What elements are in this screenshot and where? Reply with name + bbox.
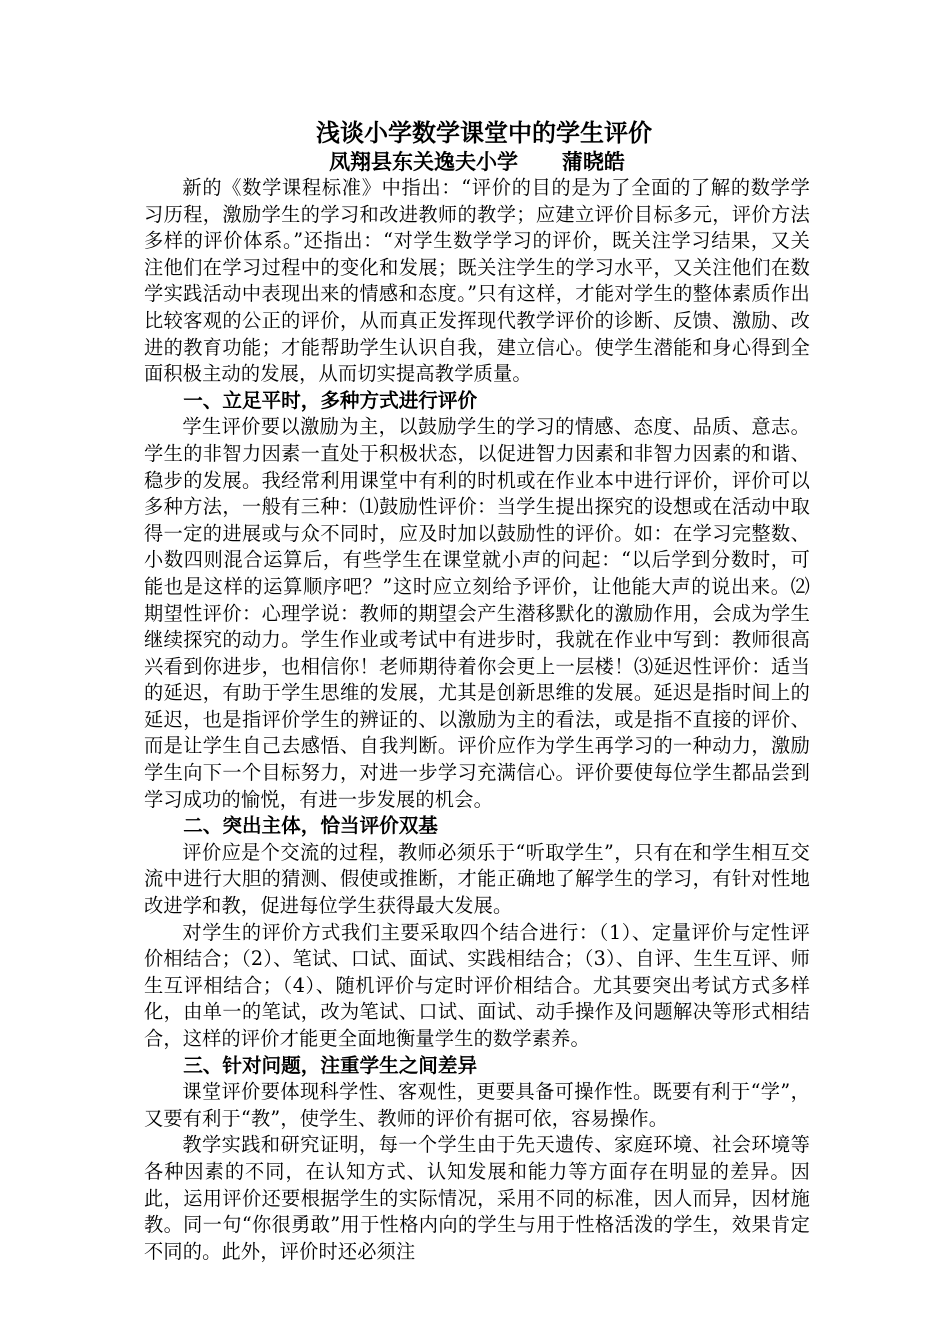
section-heading-2: 二、突出主体，恰当评价双基 [183,814,438,838]
section-2-paragraph-1: 评价应是个交流的过程，教师必须乐于“听取学生”，只有在和学生相互交流中进行大胆的猜测、假使或推断，才能正确地了解学生的学习，有针对性地改进学和教，促进每位学生获得最大发展。 [144,840,810,918]
section-heading-1: 一、立足平时，多种方式进行评价 [183,388,478,412]
intro-paragraph: 新的《数学课程标准》中指出：“评价的目的是为了全面的了解的数学学习历程，激励学生的学习和改进教师的教学；应建立评价目标多元，评价方法多样的评价体系。”还指出：“对学生数学学习的评价，既关注学习结果，又关注他们在学习过程中的变化和发展；既关注学生的学习水平，又关注他们在数学实践活动中表现出来的情感和态度。”只有这样，才能对学生的整体素质作出比较客观的公正的评价，从而真正发挥现代教学评价的诊断、反馈、激励、改进的教育功能；才能帮助学生认识自我，建立信心。使学生潜能和身心得到全面积极主动的发展，从而切实提高教学质量。 [144,176,810,386]
section-3-paragraph-1: 课堂评价要体现科学性、客观性，更要具备可操作性。既要有利于“学”，又要有利于“教”，使学生、教师的评价有据可依，容易操作。 [144,1080,810,1130]
section-2-paragraph-2: 对学生的评价方式我们主要采取四个结合进行：（1）、定量评价与定性评价相结合；（2）、笔试、口试、面试、实践相结合；（3）、自评、生生互评、师生互评相结合；（4）、随机评价与定时评价相结合。尤其要突出考试方式多样化，由单一的笔试，改为笔试、口试、面试、动手操作及问题解决等形式相结合，这样的评价才能更全面地衡量学生的数学素养。 [144,920,810,1050]
section-1-paragraph-1: 学生评价要以激励为主，以鼓励学生的学习的情感、态度、品质、意志。学生的非智力因素一直处于积极状态，以促进智力因素和非智力因素的和谐、稳步的发展。我经常利用课堂中有利的时机或在作业本中进行评价，评价可以多种方法，一般有三种：⑴鼓励性评价：当学生提出探究的设想或在活动中取得一定的进展或与众不同时，应及时加以鼓励性的评价。如：在学习完整数、小数四则混合运算后，有些学生在课堂就小声的问起：“以后学到分数时，可能也是这样的运算顺序吧？”这时应立刻给予评价，让他能大声的说出来。⑵期望性评价：心理学说：教师的期望会产生潜移默化的激励作用，会成为学生继续探究的动力。学生作业或考试中有进步时，我就在作业中写到：教师很高兴看到你进步，也相信你！老师期待着你会更上一层楼！⑶延迟性评价：适当的延迟，有助于学生思维的发展，尤其是创新思维的发展。延迟是指时间上的延迟，也是指评价学生的辨证的、以激励为主的看法，或是指不直接的评价、而是让学生自己去感悟、自我判断。评价应作为学生再学习的一种动力，激励学生向下一个目标努力，对进一步学习充满信心。评价要使每位学生都品尝到学习成功的愉悦，有进一步发展的机会。 [144,415,810,811]
section-heading-3: 三、针对问题，注重学生之间差异 [183,1053,478,1077]
section-3-paragraph-2: 教学实践和研究证明，每一个学生由于先天遗传、家庭环境、社会环境等各种因素的不同，在认知方式、认知发展和能力等方面存在明显的差异。因此，运用评价还要根据学生的实际情况，采用不同的标准，因人而异，因材施教。同一句“你很勇敢”用于性格内向的学生与用于性格活泼的学生，效果肯定不同的。此外，评价时还必须注 [144,1133,810,1263]
author-line: 凤翔县东关逸夫小学 蒲晓皓 [329,149,625,174]
document-title: 浅谈小学数学课堂中的学生评价 [316,118,652,147]
document-body [144,118,810,1265]
